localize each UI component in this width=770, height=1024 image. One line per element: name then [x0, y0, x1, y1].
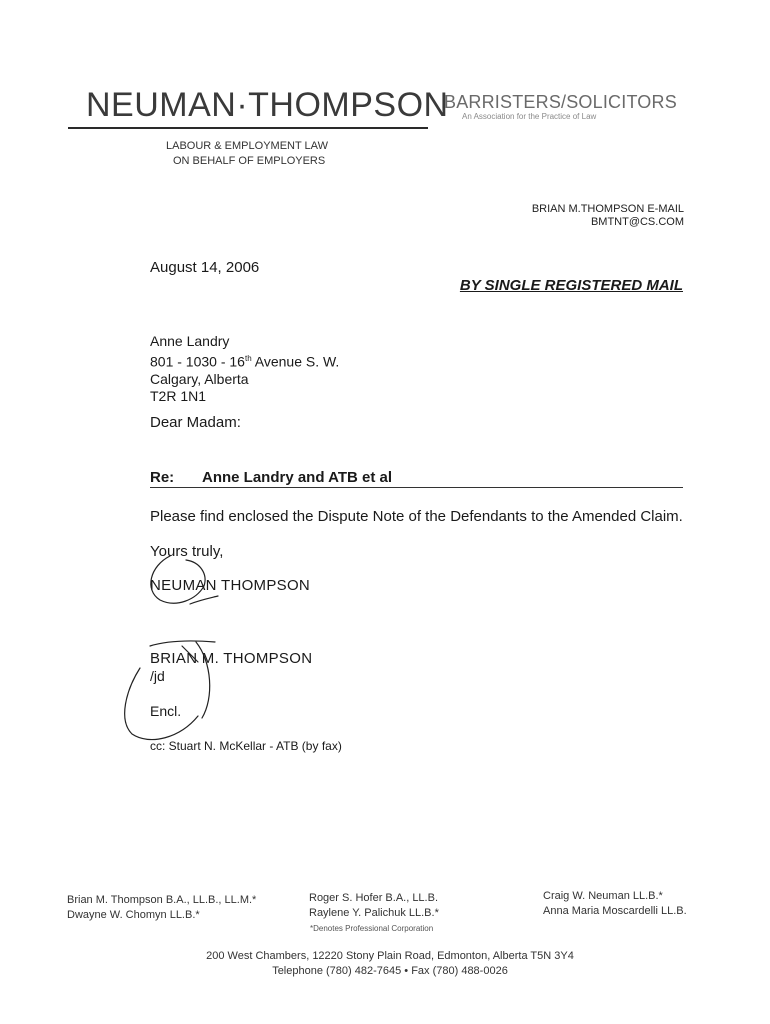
lawyer-name: Brian M. Thompson B.A., LL.B., LL.M.* [67, 894, 257, 906]
delivery-method: BY SINGLE REGISTERED MAIL [459, 277, 683, 294]
recipient-name: Anne Landry [150, 333, 230, 349]
closing: Yours truly, [150, 543, 224, 560]
lawyer-name: Raylene Y. Palichuk LL.B.* [309, 907, 439, 919]
street-suffix: Avenue S. W. [251, 353, 340, 370]
signer-name: BRIAN M. THOMPSON [150, 650, 313, 667]
office-street: 200 West Chambers, 12220 Stony Plain Road, Edmonton, Alberta T5N 3Y4 [206, 950, 574, 962]
email-address: BMTNT@CS.COM [590, 216, 684, 228]
street-prefix: 801 - 1030 - 16 [150, 353, 245, 370]
cc-line: cc: Stuart N. McKellar - ATB (by fax) [150, 739, 342, 753]
email-block [532, 203, 684, 229]
salutation: Dear Madam: [150, 414, 241, 431]
lawyers-column-3 [543, 889, 687, 919]
practice-area [166, 139, 328, 169]
lawyers-column-1 [67, 893, 256, 923]
street-ordinal: th [244, 354, 252, 363]
typist-initials: /jd [150, 668, 165, 684]
lawyer-name: Dwayne W. Chomyn LL.B.* [67, 909, 200, 921]
lawyers-column-2 [309, 891, 439, 921]
recipient-city: Calgary, Alberta [150, 370, 249, 387]
office-address [190, 949, 590, 979]
lawyer-name: Roger S. Hofer B.A., LL.B. [309, 892, 439, 904]
enclosure-note: Encl. [150, 703, 182, 719]
recipient-address [150, 333, 339, 405]
re-label: Re: [150, 469, 175, 486]
letter-date: August 14, 2006 [150, 259, 260, 276]
office-phone-fax: Telephone (780) 482-7645 • Fax (780) 488-0026 [272, 965, 508, 977]
recipient-street [150, 350, 339, 371]
email-label: BRIAN M.THOMPSON E-MAIL [531, 203, 684, 215]
lawyer-name: Craig W. Neuman LL.B.* [543, 890, 663, 902]
practice-line-2: ON BEHALF OF EMPLOYERS [173, 155, 326, 167]
lawyer-name: Anna Maria Moscardelli LL.B. [543, 905, 687, 917]
re-rule [150, 487, 683, 488]
practice-line-1: LABOUR & EMPLOYMENT LAW [166, 140, 328, 152]
recipient-postal: T2R 1N1 [150, 387, 207, 404]
re-subject: Anne Landry and ATB et al [202, 469, 393, 486]
letter-body: Please find enclosed the Dispute Note of the Defendants to the Amended Claim. [150, 508, 683, 525]
re-line [150, 469, 392, 486]
professional-corporation-note: *Denotes Professional Corporation [310, 924, 434, 933]
firm-name: NEUMAN·THOMPSON [86, 86, 449, 124]
letterhead-rule [68, 127, 428, 129]
firm-association: An Association for the Practice of Law [462, 112, 597, 121]
firm-designation: BARRISTERS/SOLICITORS [444, 92, 677, 112]
firm-signature-line: NEUMAN THOMPSON [150, 577, 311, 594]
